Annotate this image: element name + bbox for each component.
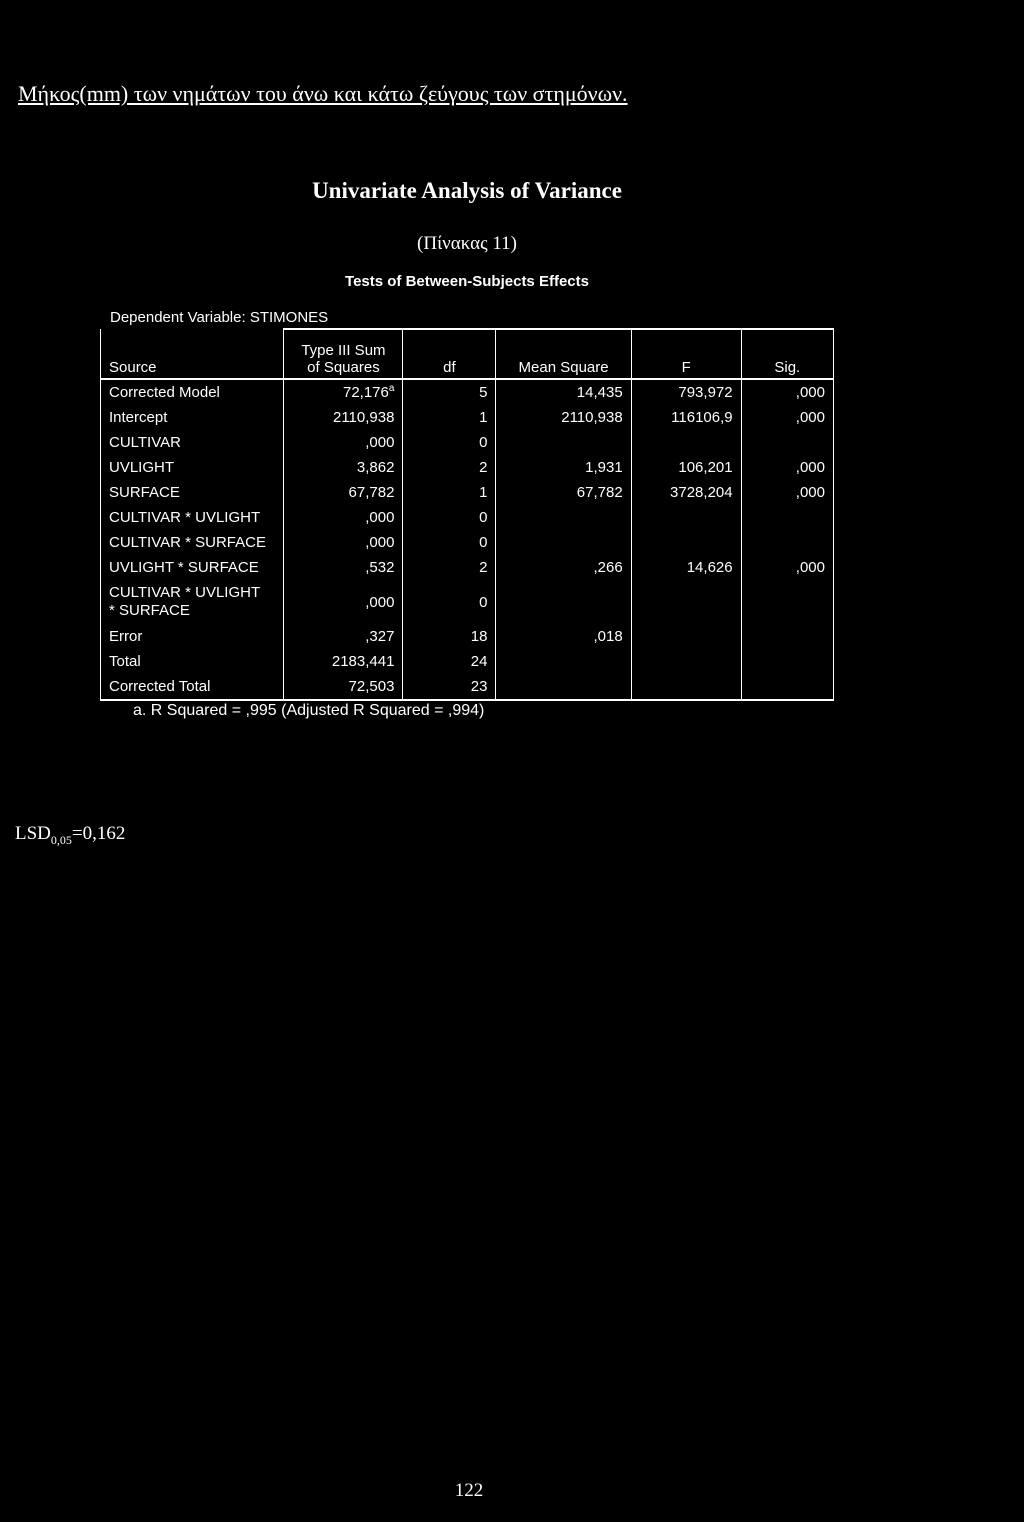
cell-source-text-line2: * SURFACE	[109, 602, 190, 619]
cell-mean-square: ,018	[496, 624, 631, 649]
cell-f	[631, 530, 741, 555]
cell-sum-of-squares	[284, 505, 403, 530]
cell-sum-of-squares	[284, 405, 403, 430]
header-source: Source	[101, 329, 284, 379]
cell-sig	[741, 530, 833, 555]
cell-source-text: Corrected Total	[109, 677, 211, 695]
cell-source	[101, 530, 284, 555]
cell-ss-value: ,327	[365, 628, 395, 645]
table-row	[101, 405, 834, 430]
cell-f: 3728,204	[631, 480, 741, 505]
cell-sum-of-squares	[284, 430, 403, 455]
table-body	[101, 379, 834, 700]
table-row	[101, 455, 834, 480]
lsd-value	[15, 823, 125, 848]
cell-f: 116106,9	[631, 405, 741, 430]
table-row	[101, 580, 834, 624]
cell-sig	[741, 624, 833, 649]
document-heading: Μήκος(mm) των νημάτων του άνω και κάτω ζεύγους των στημόνων.	[18, 81, 628, 106]
cell-mean-square: 67,782	[496, 480, 631, 505]
cell-source	[101, 555, 284, 580]
cell-source	[101, 455, 284, 480]
cell-source	[101, 580, 284, 624]
cell-df: 0	[403, 530, 496, 555]
cell-sum-of-squares	[284, 555, 403, 580]
cell-source	[101, 649, 284, 674]
table-row	[101, 555, 834, 580]
cell-sig: ,000	[741, 455, 833, 480]
cell-source-text: Error	[109, 627, 143, 645]
cell-ss-value: 2110,938	[332, 409, 395, 426]
header-f: F	[631, 329, 741, 379]
cell-source-text: CULTIVAR	[109, 433, 181, 451]
lsd-prefix: LSD	[15, 823, 51, 844]
cell-ss-value: 3,862	[356, 459, 395, 476]
cell-f: 793,972	[631, 379, 741, 405]
footnote	[133, 702, 484, 720]
table-row	[101, 430, 834, 455]
table-title: Tests of Between-Subjects Effects	[345, 273, 589, 290]
cell-ss-value: 72,503	[348, 678, 395, 695]
cell-sig	[741, 580, 833, 624]
table-row	[101, 649, 834, 674]
table-row	[101, 624, 834, 649]
cell-mean-square: 2110,938	[496, 405, 631, 430]
cell-f	[631, 505, 741, 530]
analysis-title: Univariate Analysis of Variance	[312, 178, 622, 203]
cell-mean-square	[496, 674, 631, 700]
cell-mean-square	[496, 530, 631, 555]
cell-df: 0	[403, 580, 496, 624]
cell-sig: ,000	[741, 379, 833, 405]
cell-f	[631, 580, 741, 624]
cell-sum-of-squares	[284, 649, 403, 674]
cell-source	[101, 480, 284, 505]
table-number: (Πίνακας 11)	[417, 233, 517, 254]
cell-df: 2	[403, 455, 496, 480]
cell-df: 18	[403, 624, 496, 649]
cell-ss-value: 72,176	[342, 384, 389, 401]
cell-mean-square: 1,931	[496, 455, 631, 480]
cell-df: 1	[403, 405, 496, 430]
table-header-row	[101, 329, 834, 379]
cell-sum-of-squares	[284, 530, 403, 555]
header-sum-of-squares	[284, 329, 403, 379]
cell-ss-value: ,000	[365, 534, 395, 551]
cell-df: 23	[403, 674, 496, 700]
cell-source	[101, 505, 284, 530]
cell-df: 5	[403, 379, 496, 405]
cell-df: 2	[403, 555, 496, 580]
cell-sig	[741, 674, 833, 700]
header-ss-line2: of Squares	[307, 359, 380, 376]
cell-mean-square: 14,435	[496, 379, 631, 405]
cell-source-text: UVLIGHT * SURFACE	[109, 558, 259, 576]
cell-ss-value: ,000	[365, 434, 395, 451]
cell-sig: ,000	[741, 480, 833, 505]
table-row	[101, 530, 834, 555]
table-row	[101, 505, 834, 530]
cell-mean-square	[496, 505, 631, 530]
cell-source-text: SURFACE	[109, 483, 180, 501]
footnote-reference: a	[388, 383, 395, 394]
cell-f: 14,626	[631, 555, 741, 580]
table-row	[101, 379, 834, 405]
header-mean-square: Mean Square	[496, 329, 631, 379]
cell-ss-value: ,000	[365, 509, 395, 526]
cell-source-text: Corrected Model	[109, 383, 220, 401]
cell-ss-value: 2183,441	[331, 653, 395, 670]
cell-sum-of-squares	[284, 580, 403, 624]
cell-df: 24	[403, 649, 496, 674]
cell-f	[631, 430, 741, 455]
cell-sig	[741, 649, 833, 674]
cell-df: 0	[403, 505, 496, 530]
cell-sum-of-squares	[284, 455, 403, 480]
cell-mean-square: ,266	[496, 555, 631, 580]
anova-table	[100, 328, 834, 701]
cell-source-text: CULTIVAR * UVLIGHT	[109, 508, 261, 526]
cell-sig	[741, 505, 833, 530]
cell-ss-value: 67,782	[348, 484, 395, 501]
cell-f	[631, 674, 741, 700]
cell-df: 1	[403, 480, 496, 505]
header-ss-line1: Type III Sum	[301, 342, 386, 359]
cell-source	[101, 379, 284, 405]
cell-source	[101, 405, 284, 430]
footnote-text: R Squared = ,995 (Adjusted R Squared = ,994)	[150, 702, 485, 719]
cell-sig: ,000	[741, 405, 833, 430]
cell-source	[101, 430, 284, 455]
lsd-number: =0,162	[71, 823, 126, 844]
cell-f	[631, 624, 741, 649]
cell-sum-of-squares	[284, 480, 403, 505]
cell-f: 106,201	[631, 455, 741, 480]
cell-sum-of-squares	[284, 624, 403, 649]
cell-df: 0	[403, 430, 496, 455]
cell-source-text: Intercept	[109, 408, 168, 426]
table-row	[101, 480, 834, 505]
lsd-subscript: 0,05	[50, 832, 72, 847]
header-df: df	[403, 329, 496, 379]
cell-sum-of-squares	[284, 379, 403, 405]
dependent-variable-label: Dependent Variable: STIMONES	[110, 309, 329, 326]
cell-source-text: CULTIVAR * UVLIGHT	[109, 584, 261, 601]
cell-ss-value: ,000	[365, 593, 395, 611]
cell-mean-square	[496, 430, 631, 455]
cell-mean-square	[496, 649, 631, 674]
cell-mean-square	[496, 580, 631, 624]
cell-sig	[741, 430, 833, 455]
cell-source	[101, 674, 284, 700]
page-number: 122	[454, 1480, 484, 1501]
cell-ss-value: ,532	[365, 559, 395, 576]
cell-source-text: CULTIVAR * SURFACE	[109, 533, 266, 551]
cell-sum-of-squares	[284, 674, 403, 700]
footnote-marker: a.	[133, 702, 147, 719]
cell-sig: ,000	[741, 555, 833, 580]
cell-f	[631, 649, 741, 674]
cell-source-text: UVLIGHT	[109, 458, 175, 476]
cell-source	[101, 624, 284, 649]
header-sig: Sig.	[741, 329, 833, 379]
table-row	[101, 674, 834, 700]
cell-source-text: Total	[109, 652, 141, 670]
